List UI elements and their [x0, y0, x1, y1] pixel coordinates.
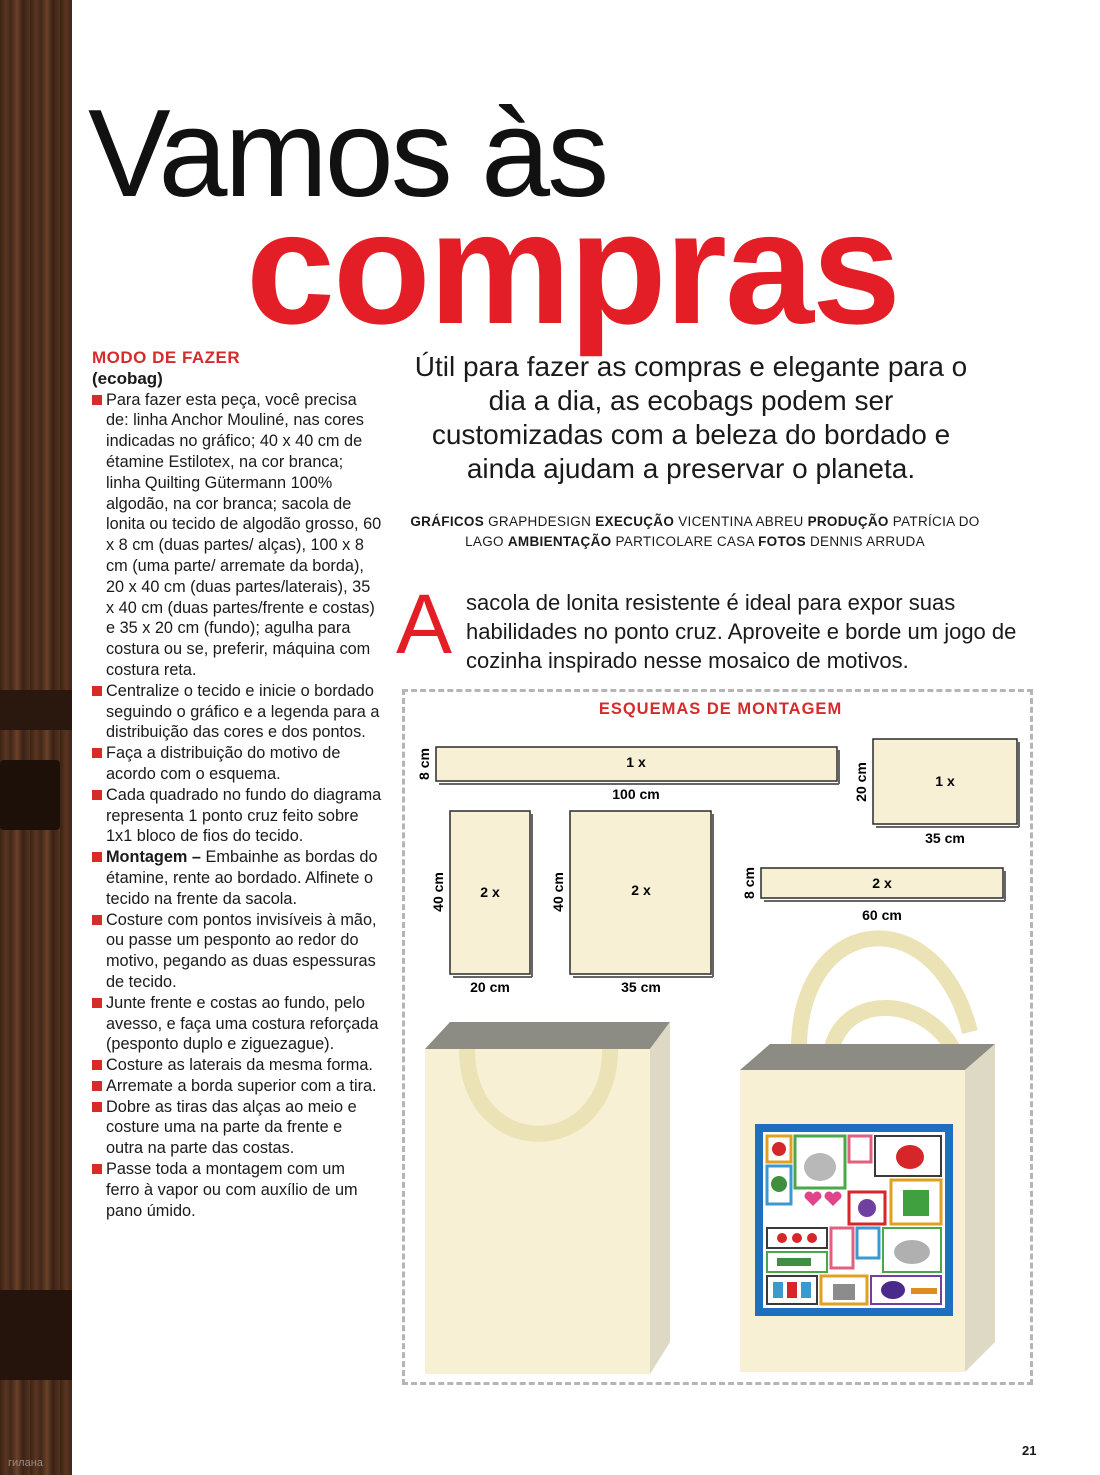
credits: GRÁFICOS GRAPHDESIGN EXECUÇÃO VICENTINA ABREU PRODUÇÃO PATRÍCIA DO LAGO AMBIENTAÇÃO PARTICOLARE CASA FOTOS DENNIS ARRUDA: [410, 514, 980, 549]
method-subheading: (ecobag): [92, 368, 163, 388]
method-steps: [92, 390, 382, 1222]
piece-count: 2 x: [480, 884, 500, 900]
scheme-title: ESQUEMAS DE MONTAGEM: [598, 700, 843, 718]
piece-width: 35 cm: [621, 979, 661, 995]
piece-height: 8 cm: [416, 748, 432, 780]
piece-width: 60 cm: [862, 907, 902, 923]
bag-illustration-embroidered: [740, 938, 995, 1372]
list-item: Dobre as tiras das alças ao meio e costure uma na parte da frente e outra na parte das costas.: [92, 1097, 382, 1159]
piece-count: 1 x: [935, 773, 955, 789]
piece-front-back: [550, 811, 713, 995]
list-item: Faça a distribuição do motivo de acordo com o esquema.: [92, 743, 382, 785]
list-item: Arremate a borda superior com a tira.: [92, 1076, 382, 1097]
hinge-icon: [0, 760, 60, 830]
piece-count: 2 x: [631, 882, 651, 898]
scheme-diagram: [405, 692, 1030, 1382]
list-item: Cada quadrado no fundo do diagrama representa 1 ponto cruz feito sobre 1x1 bloco de fios do tecido.: [92, 785, 382, 847]
piece-bottom: [853, 739, 1019, 846]
piece-height: 20 cm: [853, 762, 869, 802]
bag-illustration-plain: [425, 1022, 670, 1374]
method-heading: MODO DE FAZER: [92, 348, 241, 367]
piece-width: 20 cm: [470, 979, 510, 995]
wood-band: [0, 690, 72, 730]
piece-width: 35 cm: [925, 830, 965, 846]
embroidery-mosaic: [755, 1124, 953, 1316]
wood-background: [0, 0, 72, 1475]
list-item: Centralize o tecido e inicie o bordado seguindo o gráfico e a legenda para a distribuição das cores e dos pontos.: [92, 681, 382, 743]
piece-strip-100: [416, 747, 839, 802]
piece-height: 40 cm: [550, 872, 566, 912]
body-paragraph: sacola de lonita resistente é ideal para expor suas habilidades no ponto cruz. Aproveite e borde um jogo de cozinha inspirado nesse mosaico de motivos.: [466, 590, 1017, 673]
list-item: Costure com pontos invisíveis à mão, ou passe um pesponto ao redor do motivo, pegando as duas espessuras de tecido.: [92, 910, 382, 993]
wood-band: [0, 1290, 72, 1380]
piece-handle: [741, 867, 1005, 923]
page-number: 21: [1022, 1443, 1037, 1458]
page-title-line2: compras: [246, 178, 899, 357]
piece-count: 1 x: [626, 754, 646, 770]
list-item: Passe toda a montagem com um ferro à vapor ou com auxílio de um pano úmido.: [92, 1159, 382, 1221]
list-item: Para fazer esta peça, você precisa de: linha Anchor Mouliné, nas cores indicadas no gráfico; 40 x 40 cm de étamine Estilotex, na cor branca; linha Quilting Gütermann 100% algodão, na cor branca; sacola de lonita ou tecido de algodão grosso, 60 x 8 cm (duas partes/ alças), 100 x 8 cm (uma parte/ arremate da borda), 20 x 40 cm (duas partes/laterais), 35 x 40 cm (duas partes/frente e costas) e 35 x 20 cm (fundo); agulha para costura ou se, preferir, máquina com costura reta.: [92, 390, 382, 681]
piece-height: 40 cm: [430, 872, 446, 912]
list-item: Costure as laterais da mesma forma.: [92, 1055, 382, 1076]
intro-text: Útil para fazer as compras e elegante para o dia a dia, as ecobags podem ser customizadas com a beleza do bordado e ainda ajudam a preservar o planeta.: [414, 351, 968, 484]
method-column: [92, 348, 382, 1221]
piece-height: 8 cm: [741, 867, 757, 899]
list-item: Junte frente e costas ao fundo, pelo avesso, e faça uma costura reforçada (pesponto duplo e ziguezague).: [92, 993, 382, 1055]
piece-width: 100 cm: [612, 786, 660, 802]
assembly-scheme: [402, 689, 1033, 1385]
watermark: гилана: [8, 1457, 43, 1469]
drop-cap: A: [396, 577, 453, 671]
page-title-line1: Vamos às: [88, 85, 607, 223]
piece-side: [430, 811, 532, 995]
list-item: Montagem – Embainhe as bordas do étamine, rente ao bordado. Alfinete o tecido na frente da sacola.: [92, 847, 382, 909]
piece-count: 2 x: [872, 875, 892, 891]
